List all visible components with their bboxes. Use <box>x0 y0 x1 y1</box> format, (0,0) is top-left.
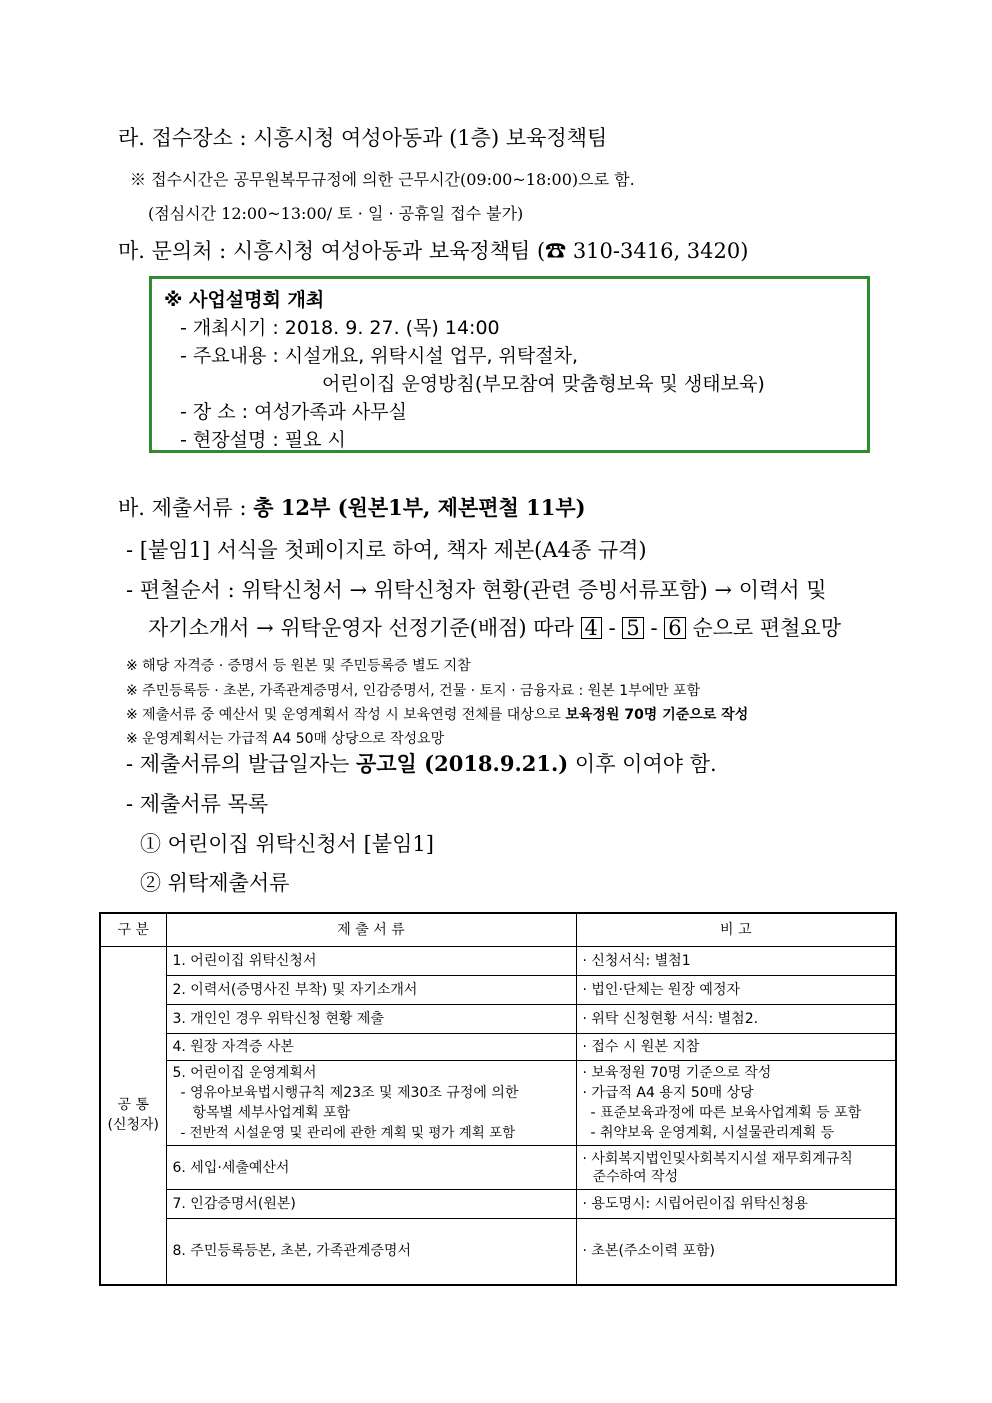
note-cell: · 용도명시: 시립어린이집 위탁신청용 <box>576 1190 896 1219</box>
table-row <box>100 1061 896 1146</box>
note-line1: · 보육정원 70명 기준으로 작성 <box>582 1065 772 1081</box>
doc-cell: 4. 원장 자격증 사본 <box>166 1034 576 1061</box>
table-row <box>100 1005 896 1034</box>
note-cell-multiline <box>576 1146 896 1190</box>
note-cell: · 접수 시 원본 지참 <box>576 1034 896 1061</box>
note-line1: · 사회복지법인및사회복지시설 재무회계규칙 <box>582 1150 853 1167</box>
header-documents: 제 출 서 류 <box>166 913 576 947</box>
note-line2: 준수하여 작성 <box>592 1168 679 1185</box>
header-category: 구 분 <box>100 913 166 947</box>
note-cell: · 초본(주소이력 포함) <box>576 1219 896 1285</box>
table-row <box>100 1034 896 1061</box>
doc-sub1b: 항목별 세부사업계획 포함 <box>192 1105 351 1121</box>
boxed-number-5: 5 <box>622 617 643 639</box>
doc-cell-multiline <box>166 1061 576 1146</box>
note-cell: · 위탁 신청현황 서식: 별첨2. <box>576 1005 896 1034</box>
ba-item2b <box>148 612 841 642</box>
doc-sub1: - 영유아보육법시행규칙 제23조 및 제30조 규정에 의한 <box>180 1085 519 1101</box>
briefing-title: ※ 사업설명회 개최 <box>164 289 325 311</box>
ba-item1: - [붙임1] 서식을 첫페이지로 하여, 책자 제본(A4종 규격) <box>126 538 647 562</box>
dash-2: - <box>650 616 658 640</box>
doc-cell: 7. 인감증명서(원본) <box>166 1190 576 1219</box>
ba-list2: ② 위탁제출서류 <box>140 871 290 895</box>
doc-cell: 1. 어린이집 위탁신청서 <box>166 947 576 976</box>
briefing-box <box>149 276 870 453</box>
ba-note3-prefix: ※ 제출서류 중 예산서 및 운영계획서 작성 시 보육연령 전체를 대상으로 <box>126 707 566 723</box>
doc-cell: 8. 주민등록등본, 초본, 가족관계증명서 <box>166 1219 576 1285</box>
ba-item4: - 제출서류 목록 <box>126 792 269 816</box>
note-cell: · 법인·단체는 원장 예정자 <box>576 976 896 1005</box>
table-row <box>100 1146 896 1190</box>
section-ba-heading <box>118 492 586 522</box>
note-cell: · 신청서식: 별첨1 <box>576 947 896 976</box>
ba-note1: ※ 해당 자격증 · 증명서 등 원본 및 주민등록증 별도 지참 <box>126 658 471 674</box>
table-header-row <box>100 913 896 947</box>
ba-note3 <box>126 704 748 724</box>
ba-item3-suffix: 이후 이여야 함. <box>568 752 717 776</box>
table-row <box>100 976 896 1005</box>
section-ba-heading-bold: 총 12부 (원본1부, 제본편철 11부) <box>253 495 586 520</box>
note-line2: · 가급적 A4 용지 50매 상당 <box>582 1085 754 1101</box>
section-ba-heading-prefix: 바. 제출서류 : <box>118 496 254 520</box>
section-ra-note2: (점심시간 12:00~13:00/ 토 · 일 · 공휴일 접수 불가) <box>148 204 524 223</box>
doc-sub2: - 전반적 시설운영 및 관리에 관한 계획 및 평가 계획 포함 <box>180 1125 516 1141</box>
doc-cell: 3. 개인인 경우 위탁신청 현황 제출 <box>166 1005 576 1034</box>
note-cell-multiline <box>576 1061 896 1146</box>
section-ra-note1: ※ 접수시간은 공무원복무규정에 의한 근무시간(09:00~18:00)으로 함. <box>130 170 635 189</box>
dash-1: - <box>608 616 616 640</box>
ba-item2: - 편철순서 : 위탁신청서 → 위탁신청자 현황(관련 증빙서류포함) → 이력서 및 <box>126 578 827 602</box>
briefing-content-cont: 어린이집 운영방침(부모참여 맞춤형보육 및 생태보육) <box>322 373 765 395</box>
boxed-number-6: 6 <box>664 617 685 639</box>
table-row <box>100 1219 896 1285</box>
briefing-place: - 장 소 : 여성가족과 사무실 <box>180 401 407 423</box>
note-sub2: - 취약보육 운영계획, 시설물관리계획 등 <box>590 1125 835 1141</box>
ba-note3-bold: 보육정원 70명 기준으로 작성 <box>565 707 749 723</box>
boxed-number-4: 4 <box>581 617 602 639</box>
ba-item3-bold: 공고일 (2018.9.21.) <box>355 751 569 776</box>
header-remarks: 비 고 <box>576 913 896 947</box>
table-row <box>100 1190 896 1219</box>
ba-item2b-prefix: 자기소개서 → 위탁운영자 선정기준(배점) 따라 <box>148 616 574 640</box>
ba-item3 <box>126 748 717 778</box>
doc-cell: 6. 세입·세출예산서 <box>166 1146 576 1190</box>
ba-list1: ① 어린이집 위탁신청서 [붙임1] <box>140 832 434 856</box>
submission-documents-table <box>99 912 897 1286</box>
ba-note2: ※ 주민등록등 · 초본, 가족관계증명서, 인감증명서, 건물 · 토지 · 금융자료 : 원본 1부에만 포함 <box>126 683 701 699</box>
doc-title: 5. 어린이집 운영계획서 <box>172 1065 317 1081</box>
section-ra-heading: 라. 접수장소 : 시흥시청 여성아동과 (1층) 보육정책팀 <box>118 126 608 150</box>
ba-note4: ※ 운영계획서는 가급적 A4 50매 상당으로 작성요망 <box>126 731 445 747</box>
category-cell: 공 통 (신청자) <box>100 947 166 1285</box>
section-ma-heading: 마. 문의처 : 시흥시청 여성아동과 보육정책팀 (☎ 310-3416, 3420) <box>118 239 749 263</box>
ba-item3-prefix: - 제출서류의 발급일자는 <box>126 752 356 776</box>
doc-cell: 2. 이력서(증명사진 부착) 및 자기소개서 <box>166 976 576 1005</box>
ba-item2b-suffix: 순으로 편철요망 <box>692 616 841 640</box>
note-sub1: - 표준보육과정에 따른 보육사업계획 등 포함 <box>590 1105 862 1121</box>
table-row <box>100 947 896 976</box>
briefing-site: - 현장설명 : 필요 시 <box>180 429 346 451</box>
briefing-date: - 개최시기 : 2018. 9. 27. (목) 14:00 <box>180 317 500 339</box>
briefing-content: - 주요내용 : 시설개요, 위탁시설 업무, 위탁절차, <box>180 345 578 367</box>
